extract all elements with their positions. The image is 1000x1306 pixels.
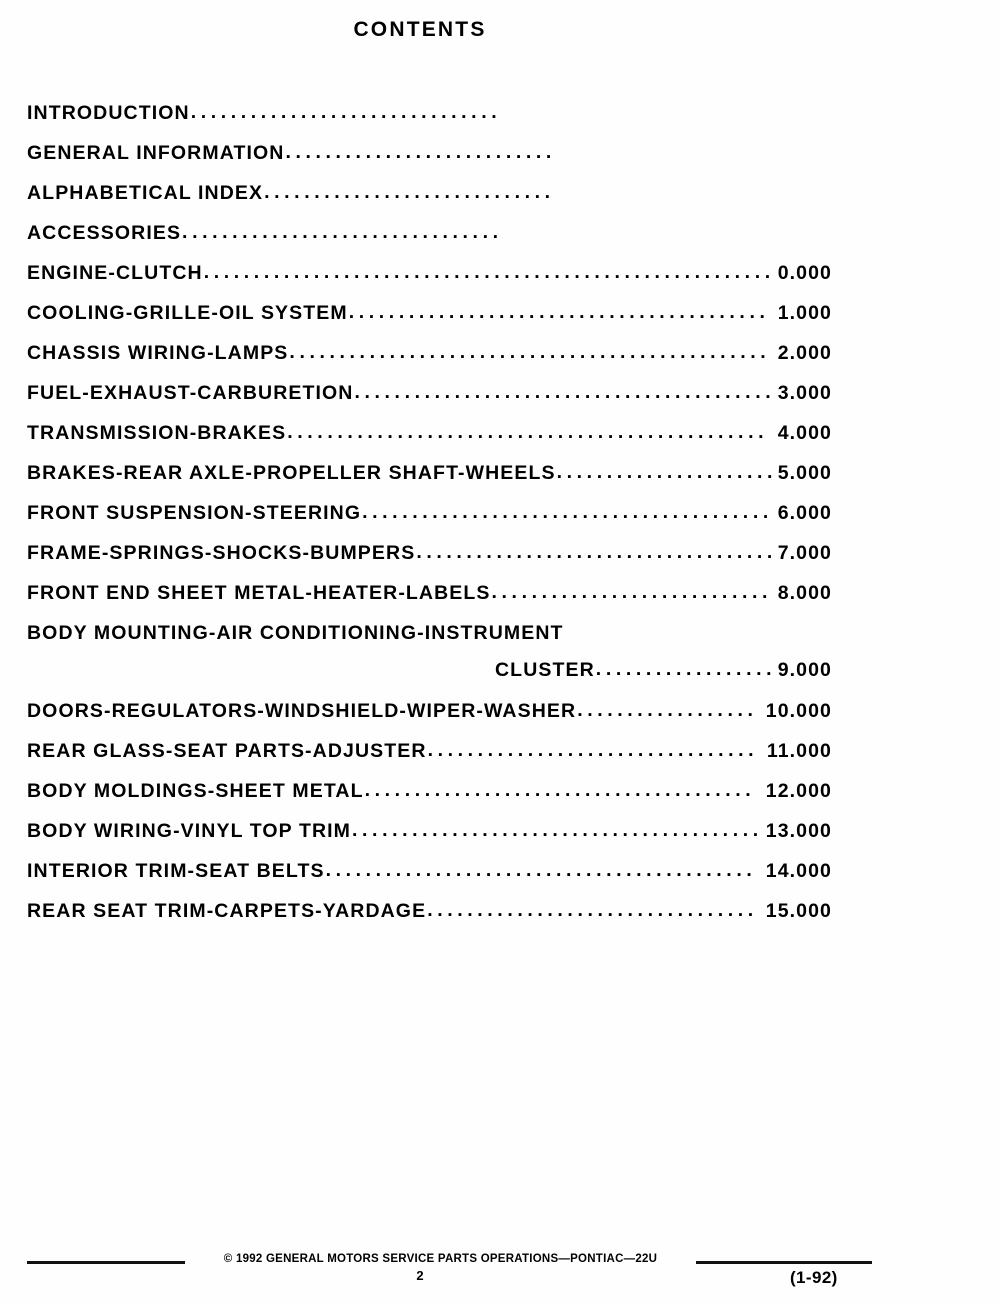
toc-dot-leader: ................................................ — [289, 341, 771, 363]
toc-entry-line — [27, 900, 832, 923]
toc-dot-leader: ......................................... — [352, 819, 763, 841]
toc-page-number: 2.000 — [777, 342, 832, 364]
toc-entry-title: INTERIOR TRIM-SEAT BELTS — [27, 860, 325, 882]
revision-code: (1-92) — [790, 1268, 838, 1287]
toc-entry[interactable] — [27, 778, 832, 818]
toc-page-number: 6.000 — [777, 502, 832, 524]
toc-entry-title: ALPHABETICAL INDEX — [27, 182, 264, 204]
toc-entry[interactable] — [27, 340, 832, 380]
toc-page-number: 9.000 — [777, 659, 832, 681]
toc-entry-line — [27, 780, 832, 803]
toc-entry-title: BODY WIRING-VINYL TOP TRIM — [27, 820, 352, 842]
toc-entry[interactable] — [27, 220, 832, 260]
toc-page-number: 4.000 — [777, 422, 832, 444]
toc-dot-leader: ................................ — [182, 221, 503, 243]
toc-entry-line — [27, 182, 832, 205]
toc-dot-leader: ......................................................... — [203, 261, 775, 283]
toc-entry-title: COOLING-GRILLE-OIL SYSTEM — [27, 302, 348, 324]
toc-entry-line — [27, 142, 832, 165]
toc-entry-line — [27, 422, 832, 445]
toc-entry-line — [27, 462, 832, 485]
page-title: CONTENTS — [353, 18, 487, 41]
toc-entry[interactable] — [27, 300, 832, 340]
toc-entry[interactable] — [27, 898, 832, 938]
footer-rule-right — [696, 1261, 872, 1264]
toc-page-number: 11.000 — [766, 740, 832, 762]
toc-page-number: 5.000 — [777, 462, 832, 484]
toc-entry-title: FRONT SUSPENSION-STEERING — [27, 502, 362, 524]
footer-rule-left — [27, 1261, 185, 1264]
toc-entry-line — [27, 820, 832, 843]
toc-dot-leader: .................. — [577, 699, 758, 721]
toc-page-number: 13.000 — [765, 820, 832, 842]
toc-dot-leader: ...................... — [556, 461, 778, 483]
toc-entry-line — [27, 860, 832, 883]
toc-entry[interactable] — [27, 620, 832, 698]
toc-page-number: 8.000 — [777, 582, 832, 604]
toc-entry-title: TRANSMISSION-BRAKES — [27, 422, 287, 444]
toc-entry[interactable] — [27, 858, 832, 898]
toc-entry[interactable] — [27, 100, 832, 140]
toc-entry-title: BRAKES-REAR AXLE-PROPELLER SHAFT-WHEELS — [27, 462, 556, 484]
toc-entry-title: DOORS-REGULATORS-WINDSHIELD-WIPER-WASHER — [27, 700, 577, 722]
toc-entry-title: INTRODUCTION — [27, 102, 190, 124]
table-of-contents — [27, 100, 832, 938]
toc-entry-title: BODY MOLDINGS-SHEET METAL — [27, 780, 364, 802]
toc-entry[interactable] — [27, 818, 832, 858]
toc-page-number: 10.000 — [765, 700, 832, 722]
toc-dot-leader: ............................ — [491, 581, 773, 603]
toc-dot-leader: ................................................ — [287, 421, 769, 443]
toc-entry-line — [27, 102, 832, 125]
toc-entry[interactable] — [27, 140, 832, 180]
toc-entry-line — [27, 382, 832, 405]
toc-entry-title: ENGINE-CLUTCH — [27, 262, 203, 284]
toc-page-number: 14.000 — [765, 860, 832, 882]
toc-entry-line — [27, 740, 832, 763]
toc-entry[interactable] — [27, 460, 832, 500]
toc-entry-title: REAR GLASS-SEAT PARTS-ADJUSTER — [27, 740, 427, 762]
toc-entry-title: BODY MOUNTING-AIR CONDITIONING-INSTRUMENT — [27, 622, 564, 644]
toc-page-number: 7.000 — [777, 542, 832, 564]
toc-entry[interactable] — [27, 698, 832, 738]
toc-dot-leader: .................................... — [416, 541, 777, 563]
toc-entry-title: FRAME-SPRINGS-SHOCKS-BUMPERS — [27, 542, 416, 564]
toc-entry[interactable] — [27, 540, 832, 580]
toc-dot-leader: .......................................... — [354, 381, 776, 403]
toc-entry-title-continued-line — [495, 659, 832, 682]
toc-dot-leader: ................................. — [427, 899, 758, 921]
toc-entry-title: REAR SEAT TRIM-CARPETS-YARDAGE — [27, 900, 427, 922]
toc-entry[interactable] — [27, 500, 832, 540]
copyright-notice: © 1992 GENERAL MOTORS SERVICE PARTS OPERATIONS—PONTIAC—22U — [223, 1253, 658, 1265]
toc-dot-leader: ......................................... — [362, 501, 773, 523]
toc-entry[interactable] — [27, 380, 832, 420]
toc-entry-title-continued: CLUSTER — [495, 659, 595, 681]
toc-entry-title: CHASSIS WIRING-LAMPS — [27, 342, 289, 364]
toc-entry-line — [27, 700, 832, 723]
toc-dot-leader: ........................................... — [325, 859, 757, 881]
toc-page-number: 12.000 — [765, 780, 832, 802]
toc-entry-line — [27, 502, 832, 525]
toc-entry[interactable] — [27, 260, 832, 300]
toc-entry-title: FRONT END SHEET METAL-HEATER-LABELS — [27, 582, 491, 604]
toc-entry-line — [27, 542, 832, 565]
toc-entry-line — [27, 262, 832, 285]
page-number: 2 — [416, 1268, 424, 1283]
toc-entry[interactable] — [27, 580, 832, 620]
toc-dot-leader: .......................................... — [348, 301, 770, 323]
toc-dot-leader: .................. — [595, 658, 777, 680]
toc-page-number: 15.000 — [765, 900, 832, 922]
toc-dot-leader: ........................... — [285, 141, 556, 163]
toc-dot-leader: ....................................... — [364, 779, 756, 801]
toc-entry-title: FUEL-EXHAUST-CARBURETION — [27, 382, 354, 404]
toc-page-number: 0.000 — [777, 262, 832, 284]
toc-dot-leader: ............................. — [264, 181, 555, 203]
toc-page-number: 1.000 — [777, 302, 832, 324]
toc-entry[interactable] — [27, 420, 832, 460]
toc-entry-line — [27, 222, 832, 245]
toc-entry-line — [27, 342, 832, 365]
toc-entry[interactable] — [27, 738, 832, 778]
toc-page-number: 3.000 — [777, 382, 832, 404]
toc-entry-line — [27, 302, 832, 325]
toc-entry-title: ACCESSORIES — [27, 222, 182, 244]
toc-dot-leader: ............................... — [190, 101, 502, 123]
toc-entry-title: GENERAL INFORMATION — [27, 142, 285, 164]
toc-entry-line — [27, 582, 832, 605]
toc-dot-leader: ................................. — [427, 739, 759, 761]
page-footer — [0, 1252, 1000, 1306]
toc-entry[interactable] — [27, 180, 832, 220]
